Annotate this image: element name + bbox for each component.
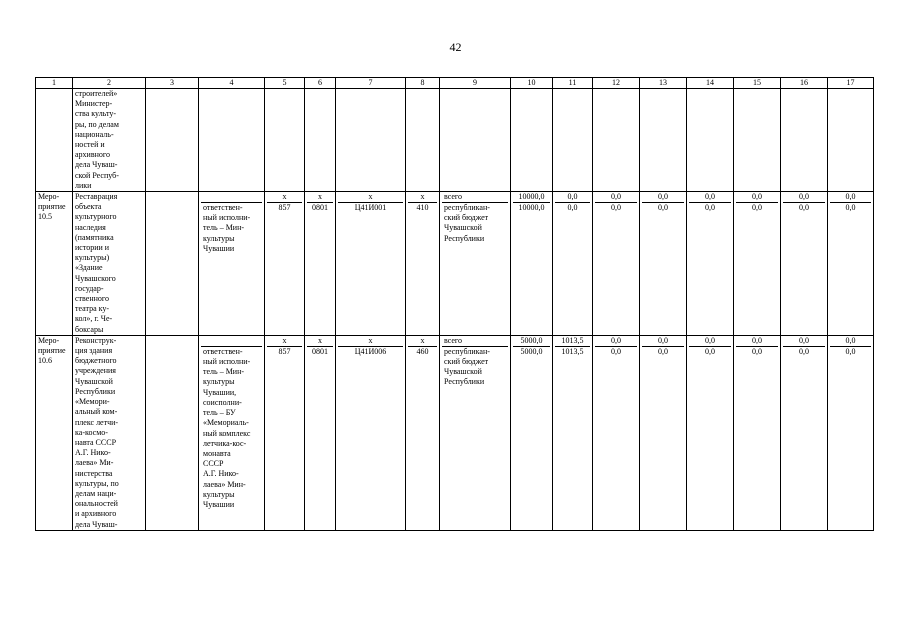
col11-cell: [553, 192, 593, 336]
total-value: 0,0: [642, 192, 684, 203]
column-header: 12: [593, 78, 640, 89]
executor-cell: [199, 335, 265, 530]
cell-empty: [640, 89, 687, 192]
total-value: 0,0: [689, 336, 731, 347]
cell-col3: [146, 192, 199, 336]
total-value: x: [338, 336, 403, 347]
column-header: 6: [305, 78, 336, 89]
detail-value: 1013,5: [561, 346, 584, 356]
cell-empty: [265, 89, 305, 192]
col15-cell: [734, 335, 781, 530]
continuation-text: строителей» Министер- ства культу- ры, по делам националь- ностей и архивного дела Чуваш- ской Респуб- лики: [73, 89, 146, 192]
detail-label: республикан- ский бюджет Чувашской Республики: [444, 203, 490, 243]
column-header: 16: [781, 78, 828, 89]
total-value: 0,0: [830, 336, 871, 347]
detail-value: 0801: [312, 346, 328, 356]
column-header: 8: [406, 78, 440, 89]
total-value: x: [338, 192, 403, 203]
column-header: 13: [640, 78, 687, 89]
column-header: 11: [553, 78, 593, 89]
cell-empty: [511, 89, 553, 192]
executor-text: ответствен- ный исполни- тель – Мин- культуры Чувашии: [203, 203, 251, 253]
total-value: 0,0: [736, 336, 778, 347]
total-value: 0,0: [689, 192, 731, 203]
col8-cell: [406, 192, 440, 336]
detail-value: 0,0: [567, 203, 578, 213]
column-header: 9: [440, 78, 511, 89]
cell-col3: [146, 335, 199, 530]
detail-value: Ц41И006: [354, 346, 387, 356]
cell-empty: [687, 89, 734, 192]
col7-cell: [336, 192, 406, 336]
cell-empty: [440, 89, 511, 192]
cell-empty: [36, 89, 73, 192]
executor-cell: [199, 192, 265, 336]
column-header: 1: [36, 78, 73, 89]
col14-cell: [687, 335, 734, 530]
column-header: 5: [265, 78, 305, 89]
col7-cell: [336, 335, 406, 530]
col13-cell: [640, 335, 687, 530]
total-label: всего: [442, 192, 508, 203]
total-value: 1013,5: [555, 336, 590, 347]
col17-cell: [828, 335, 874, 530]
total-value: x: [408, 192, 437, 203]
cell-empty: [781, 89, 828, 192]
cell-empty: [146, 89, 199, 192]
total-value: x: [267, 336, 302, 347]
detail-value: 0,0: [705, 346, 715, 356]
total-value: 0,0: [595, 336, 637, 347]
detail-value: 0,0: [658, 346, 668, 356]
detail-value: 857: [278, 346, 291, 356]
cell-empty: [199, 89, 265, 192]
col12-cell: [593, 192, 640, 336]
total-value: 10000,0: [513, 192, 550, 203]
total-value: 0,0: [783, 192, 825, 203]
column-header: 14: [687, 78, 734, 89]
col8-cell: [406, 335, 440, 530]
col10-cell: [511, 335, 553, 530]
total-value: 0,0: [555, 192, 590, 203]
detail-value: 5000,0: [520, 346, 543, 356]
total-value: 0,0: [642, 336, 684, 347]
executor-text: ответствен- ный исполни- тель – Мин- культуры Чувашии, соисполни- тель – БУ «Мемориаль- ный комплекс летчика-кос- монавта СССР А.Г. Нико- лаева» Мин- культуры Чувашии: [203, 346, 251, 509]
column-number-row: [36, 78, 874, 89]
detail-value: 0,0: [799, 203, 809, 213]
table-row: [36, 192, 874, 336]
detail-value: 0,0: [799, 346, 809, 356]
cell-empty: [305, 89, 336, 192]
detail-value: 460: [416, 346, 429, 356]
col9-cell: [440, 192, 511, 336]
cell-empty: [406, 89, 440, 192]
total-value: 0,0: [736, 192, 778, 203]
cell-empty: [593, 89, 640, 192]
detail-value: 0,0: [845, 346, 856, 356]
detail-value: 410: [416, 203, 429, 213]
col17-cell: [828, 192, 874, 336]
total-value: x: [307, 336, 333, 347]
page-number: 42: [449, 40, 462, 54]
table-row: [36, 335, 874, 530]
column-header: 17: [828, 78, 874, 89]
detail-value: 0,0: [611, 203, 621, 213]
total-value: x: [307, 192, 333, 203]
detail-value: 0,0: [752, 346, 762, 356]
col16-cell: [781, 335, 828, 530]
detail-value: 10000,0: [518, 203, 545, 213]
total-value: x: [408, 336, 437, 347]
total-value: x: [267, 192, 302, 203]
col13-cell: [640, 192, 687, 336]
column-header: 4: [199, 78, 265, 89]
detail-value: 0,0: [845, 203, 856, 213]
total-value: 0,0: [595, 192, 637, 203]
column-header: 3: [146, 78, 199, 89]
detail-value: 0,0: [752, 203, 762, 213]
detail-label: республикан- ский бюджет Чувашской Республики: [444, 346, 490, 387]
column-header: 7: [336, 78, 406, 89]
col10-cell: [511, 192, 553, 336]
col9-cell: [440, 335, 511, 530]
col16-cell: [781, 192, 828, 336]
col14-cell: [687, 192, 734, 336]
cell-empty: [828, 89, 874, 192]
detail-value: Ц41И001: [354, 203, 387, 213]
col15-cell: [734, 192, 781, 336]
detail-value: 0801: [312, 203, 328, 213]
detail-value: 0,0: [705, 203, 715, 213]
col12-cell: [593, 335, 640, 530]
cell-empty: [734, 89, 781, 192]
col5-cell: [265, 335, 305, 530]
total-label: всего: [442, 336, 508, 347]
cell-empty: [336, 89, 406, 192]
detail-value: 0,0: [611, 346, 621, 356]
col5-cell: [265, 192, 305, 336]
measure-name: Реставрация объекта культурного наследия (памятника истории и культуры) «Здание Чувашского государ- ственного театра ку- кол», г. Че- боксары: [73, 192, 146, 336]
detail-value: 857: [278, 203, 291, 213]
total-value: 5000,0: [513, 336, 550, 347]
total-value: 0,0: [830, 192, 871, 203]
budget-table: [35, 77, 874, 531]
column-header: 10: [511, 78, 553, 89]
continuation-row: [36, 89, 874, 192]
col11-cell: [553, 335, 593, 530]
detail-value: 0,0: [658, 203, 668, 213]
column-header: 15: [734, 78, 781, 89]
measure-id: Меро- приятие 10.6: [36, 335, 73, 530]
cell-empty: [553, 89, 593, 192]
measure-name: Реконструк- ция здания бюджетного учреждения Чувашской Республики «Мемори- альный ком- плекс летчи- ка-космо- навта СССР А.Г. Нико- лаева» Ми- нистерства культуры, по делам наци- ональностей и архивного дела Чуваш-: [73, 335, 146, 530]
col6-cell: [305, 192, 336, 336]
measure-id: Меро- приятие 10.5: [36, 192, 73, 336]
total-value: 0,0: [783, 336, 825, 347]
col6-cell: [305, 335, 336, 530]
column-header: 2: [73, 78, 146, 89]
